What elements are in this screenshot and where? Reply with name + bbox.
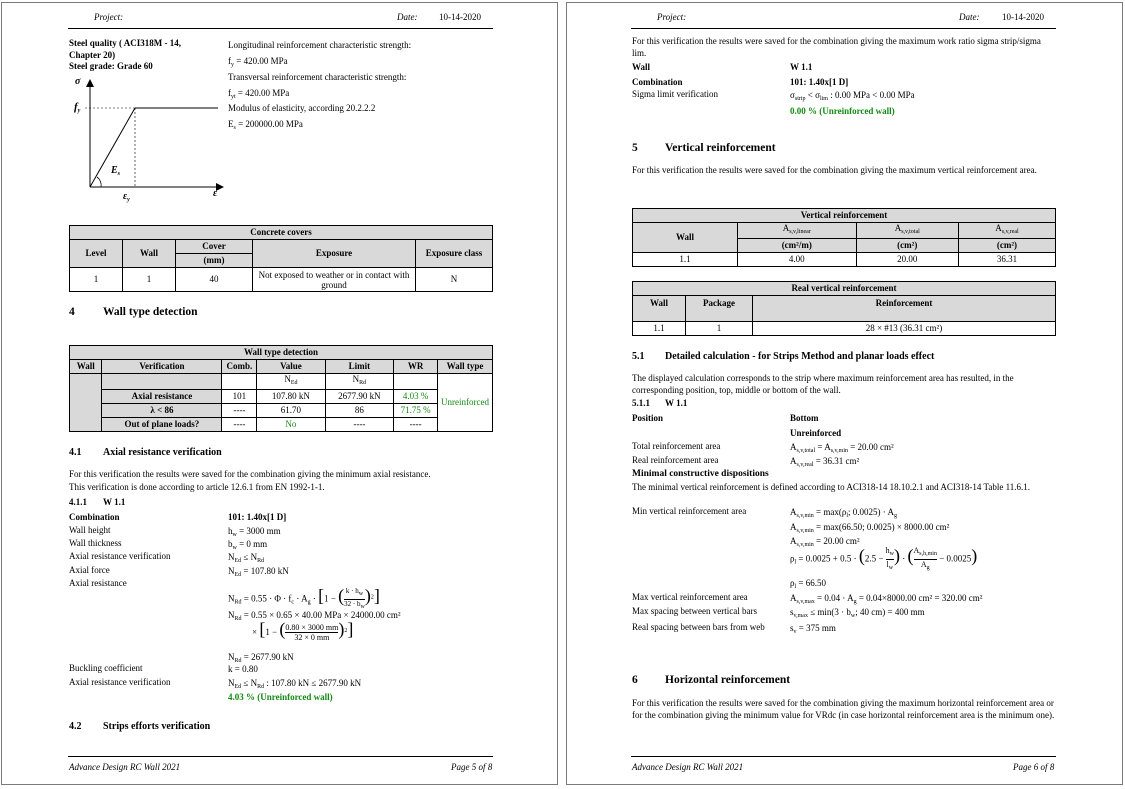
calc-label: Combination [69,512,120,522]
wtd-wr: 71.75 % [394,404,438,418]
covers-header: Wall [123,240,176,268]
section-4-1-1-number: 4.1.1 [69,497,87,507]
covers-cell: N [416,268,493,292]
footer-rule [631,756,1056,757]
header-rule [68,28,493,29]
wtd-limit: 86 [325,404,394,418]
wtd-header: WR [394,360,438,374]
wtd-wr: ---- [394,418,438,432]
date-label: Date: [959,12,980,22]
wtd-value: No [257,418,325,432]
date-label: Date: [397,12,418,22]
paragraph: The displayed calculation corresponds to the strip where maximum reinforcement area has resulted, in the corresponding position, top, middle or bottom of the wall. [632,373,1014,395]
det-label: Total reinforcement area [632,441,721,451]
axial-result: 4.03 % (Unreinforced wall) [228,692,333,702]
det-value: $A_{s,v,max} = 0.04 \cdot A_g = 0.04\times 8000.00$ cm² = 320.00 cm² [790,593,983,605]
section-6-number: 6 [632,674,638,686]
fy-value: $f_y = 420.00$ MPa [228,56,288,68]
section-5-title: Vertical reinforcement [665,142,776,154]
det-value: $s_v = 375$ mm [790,623,836,635]
vr-header: Wall [633,223,738,253]
wtd-value-symbol: $N_{Ed}$ [257,374,325,390]
calc-value: 101: 1.40x[1 D] [228,512,287,522]
calc-label: Wall height [69,525,111,535]
vr-cell: 36.31 [958,253,1055,267]
fyt-value: $f_{yt} = 420.00$ MPa [228,88,290,100]
section-4-1-number: 4.1 [69,447,82,458]
det-label: Position [632,413,664,423]
wtd-limit: ---- [325,418,394,432]
vr-col: $A_{s,v,total}$ [856,223,958,239]
section-4-2-number: 4.2 [69,721,82,732]
rvr-title: Real vertical reinforcement [633,282,1056,296]
wtd-comb: ---- [222,418,257,432]
wall-value: W 1.1 [790,62,813,72]
wtd-wall-cell [70,374,102,432]
wtd-header: Comb. [222,360,257,374]
calc-label: Axial force [69,565,110,575]
det-label: Real spacing between bars from web [632,622,765,632]
comb-label: Combination [632,77,683,87]
det-value: $A_{s,v,total} = A_{s,v,min} = 20.00$ cm² [790,442,894,454]
paragraph: For this verification the results were saved for the combination giving the minimum axial resistance. [69,469,431,479]
wtd-verification: Axial resistance [102,390,222,404]
calc-value: k = 0.80 [228,664,258,674]
det-label: Min vertical reinforcement area [632,506,747,516]
stress-strain-diagram [68,73,228,208]
footer-page: Page 5 of 8 [451,762,493,772]
det-value: $A_{s,v,min} = 20.00$ cm² [790,536,860,548]
det-label: Max vertical reinforcement area [632,592,748,602]
wtd-header: Verification [102,360,222,374]
det-value: $A_{s,v,real} = 36.31$ cm² [790,456,860,468]
covers-title: Concrete covers [70,226,493,240]
es-value: $E_s = 200000.00$ MPa [228,119,303,131]
wtd-wr: 4.03 % [394,390,438,404]
covers-cell: 40 [176,268,253,292]
det-label: Real reinforcement area [632,455,719,465]
section-4-1-title: Axial resistance verification [103,447,222,458]
wall-type-result: Unreinforced [438,374,493,432]
covers-cell: 1 [123,268,176,292]
vr-unit: (cm²) [856,239,958,253]
date-value: 10-14-2020 [1002,12,1044,22]
min-dispositions-title: Minimal constructive dispositions [632,469,769,479]
calc-label: Wall thickness [69,538,122,548]
comb-value: 101: 1.40x[1 D] [790,77,849,87]
rvr-header: Wall [633,296,686,322]
wtd-comb: 101 [222,390,257,404]
calc-value: $h_w = 3000$ mm [228,526,281,538]
calc-label: Axial resistance verification [69,677,171,687]
wtd-header: Wall [70,360,102,374]
calc-label: Axial resistance [69,578,127,588]
page-6 [566,2,1123,785]
steel-quality: Steel quality ( ACI318M - 14, Chapter 20) [69,38,181,60]
section-6-title: Horizontal reinforcement [665,674,791,686]
calc-value: $N_{Ed} = 107.80$ kN [228,566,289,578]
covers-header: Exposure class [416,240,493,268]
vr-title: Vertical reinforcement [633,209,1056,223]
header-rule [631,28,1056,29]
wtd-title: Wall type detection [70,346,493,360]
wtd-header: Wall type [438,360,493,374]
sigma-label: Sigma limit verification [632,89,718,99]
det-value: Bottom [790,413,819,423]
wtd-limit-symbol: $N_{Rd}$ [325,374,394,390]
formula-nrd-general: $N_{Rd} = 0.55 \cdot \Phi \cdot f_c \cdot A_g \cdot [1$ − ( $\frac{k \cdot hw}{32 \cdot bw}$ )$^2$] [228,585,380,610]
sigma-axis-label: σ [75,76,81,87]
wall-type-detection-table [69,345,493,432]
sigma-result: 0.00 % (Unreinforced wall) [790,106,895,116]
covers-unit: (mm) [176,254,253,268]
vr-unit: (cm²) [958,239,1055,253]
project-label: Project: [657,12,687,22]
modulus-label: Modulus of elasticity, according 20.2.2.2 [228,103,376,113]
wtd-verification: Out of plane loads? [102,418,222,432]
es-slope-label: $E_s$ [111,165,121,177]
rho-formula: $\rho_l = 0.0025 + 0.5 \cdot (2.5$ − $\frac{h_w}{l_w}$ ) · ( $A_{s,h,min}$ $A_g$ − 0.0025) [790,545,978,571]
rvr-cell: 1.1 [633,322,686,336]
section-4-number: 4 [69,306,75,318]
rvr-cell: 1 [686,322,753,336]
vertical-reinforcement-table [632,208,1056,267]
wtd-blank [394,374,438,390]
eps-axis-label: ε [213,188,218,199]
vr-cell: 1.1 [633,253,738,267]
calc-value: $N_{Ed} \le N_{Rd}$ [228,552,265,564]
vr-cell: 4.00 [738,253,857,267]
vr-unit: (cm²/m) [738,239,857,253]
section-4-1-1-title: W 1.1 [103,497,126,507]
page-5 [1,2,558,785]
vr-cell: 20.00 [856,253,958,267]
wtd-header: Value [257,360,325,374]
covers-header: Exposure [253,240,416,268]
steel-grade: Steel grade: Grade 60 [69,61,153,71]
eps-y-label: $\varepsilon_y$ [123,191,130,203]
calc-label: Buckling coefficient [69,663,143,673]
project-label: Project: [94,12,124,22]
wall-label: Wall [632,62,651,72]
formula-nrd-substituted: $N_{Rd} = 0.55 \times 0.65 \times 40.00$ MPa × 24000.00 cm² [228,610,401,622]
rvr-header: Reinforcement [753,296,1056,322]
footer-app: Advance Design RC Wall 2021 [69,762,181,772]
paragraph: This verification is done according to article 12.6.1 from EN 1992-1-1. [69,482,325,492]
covers-cell: 1 [70,268,123,292]
concrete-covers-table [69,225,493,292]
formula-nrd-bracket: × [1 − ( $\frac{0.80 \times 3000 mm}{32 \times 0 mm}$ )$^2$] [252,619,354,643]
sigma-value: $\sigma_{strip} < \sigma_{lim}$ : 0.00 MPa < 0.00 MPa [790,90,915,102]
rvr-header: Package [686,296,753,322]
footer-app: Advance Design RC Wall 2021 [632,762,744,772]
nrd-result: $N_{Rd} = 2677.90$ kN [228,652,294,664]
wtd-value: 61.70 [257,404,325,418]
section-4-title: Wall type detection [103,306,198,318]
det-value: $A_{s,v,min} = \max(\rho_l$; $0.0025) \cdot A_g$ [790,507,898,519]
section-5-1-title: Detailed calculation - for Strips Method and planar loads effect [665,351,935,362]
rho-value: $\rho_l = 66.50$ [790,578,826,590]
date-value: 10-14-2020 [439,12,481,22]
calc-label: Axial resistance verification [69,551,171,561]
rvr-cell: 28 × #13 (36.31 cm²) [753,322,1056,336]
section-5-1-1-title: W 1.1 [665,398,688,408]
det-value: $A_{s,v,min} = \max(66.50$; 0.0025) × 8000.00 cm² [790,522,950,534]
paragraph: For this verification the results were saved for the combination giving the maximum work ratio sigma strip/sigma lim. [632,36,1041,58]
wtd-blank [222,374,257,390]
calc-value: $b_w = 0$ mm [228,539,268,551]
wtd-blank [102,374,222,390]
wtd-verification: λ < 86 [102,404,222,418]
long-strength-label: Longitudinal reinforcement characteristic strength: [228,40,412,50]
covers-header: Level [70,240,123,268]
wtd-comb: ---- [222,404,257,418]
paragraph: The minimal vertical reinforcement is defined according to ACI318-14 18.10.2.1 and ACI318-14 Table 11.6.1. [632,482,1031,492]
wtd-limit: 2677.90 kN [325,390,394,404]
footer-page: Page 6 of 8 [1013,762,1055,772]
calc-value: $N_{Ed} \le N_{Rd}$ : 107.80 kN ≤ 2677.90 kN [228,678,362,690]
real-vertical-reinforcement-table [632,281,1056,336]
paragraph: For this verification the results were saved for the combination giving the maximum vertical reinforcement area. [632,165,1037,175]
section-5-number: 5 [632,142,638,154]
wtd-header: Limit [325,360,394,374]
det-value: Unreinforced [790,428,842,438]
wtd-value: 107.80 kN [257,390,325,404]
covers-cell: Not exposed to weather or in contact with ground [253,268,416,292]
det-label: Max spacing between vertical bars [632,606,757,616]
vr-col: $A_{s,v,real}$ [958,223,1055,239]
det-value: $s_{v,max} \le \min(3 \cdot b_w$; 40 cm) = 400 mm [790,607,925,619]
section-5-1-1-number: 5.1.1 [632,398,650,408]
covers-header: Cover [176,240,253,254]
footer-rule [68,756,493,757]
vr-col: $A_{s,v,linear}$ [738,223,857,239]
trans-strength-label: Transversal reinforcement characteristic strength: [228,72,407,82]
fy-axis-label: $f_y$ [74,101,81,114]
paragraph: For this verification the results were saved for the combination giving the maximum horizontal reinforcement area or for the combination giving the minimum value for VRdc (in case horizontal reinforcement area is the minimum one). [632,698,1055,720]
section-5-1-number: 5.1 [632,351,645,362]
section-4-2-title: Strips efforts verification [103,721,211,732]
